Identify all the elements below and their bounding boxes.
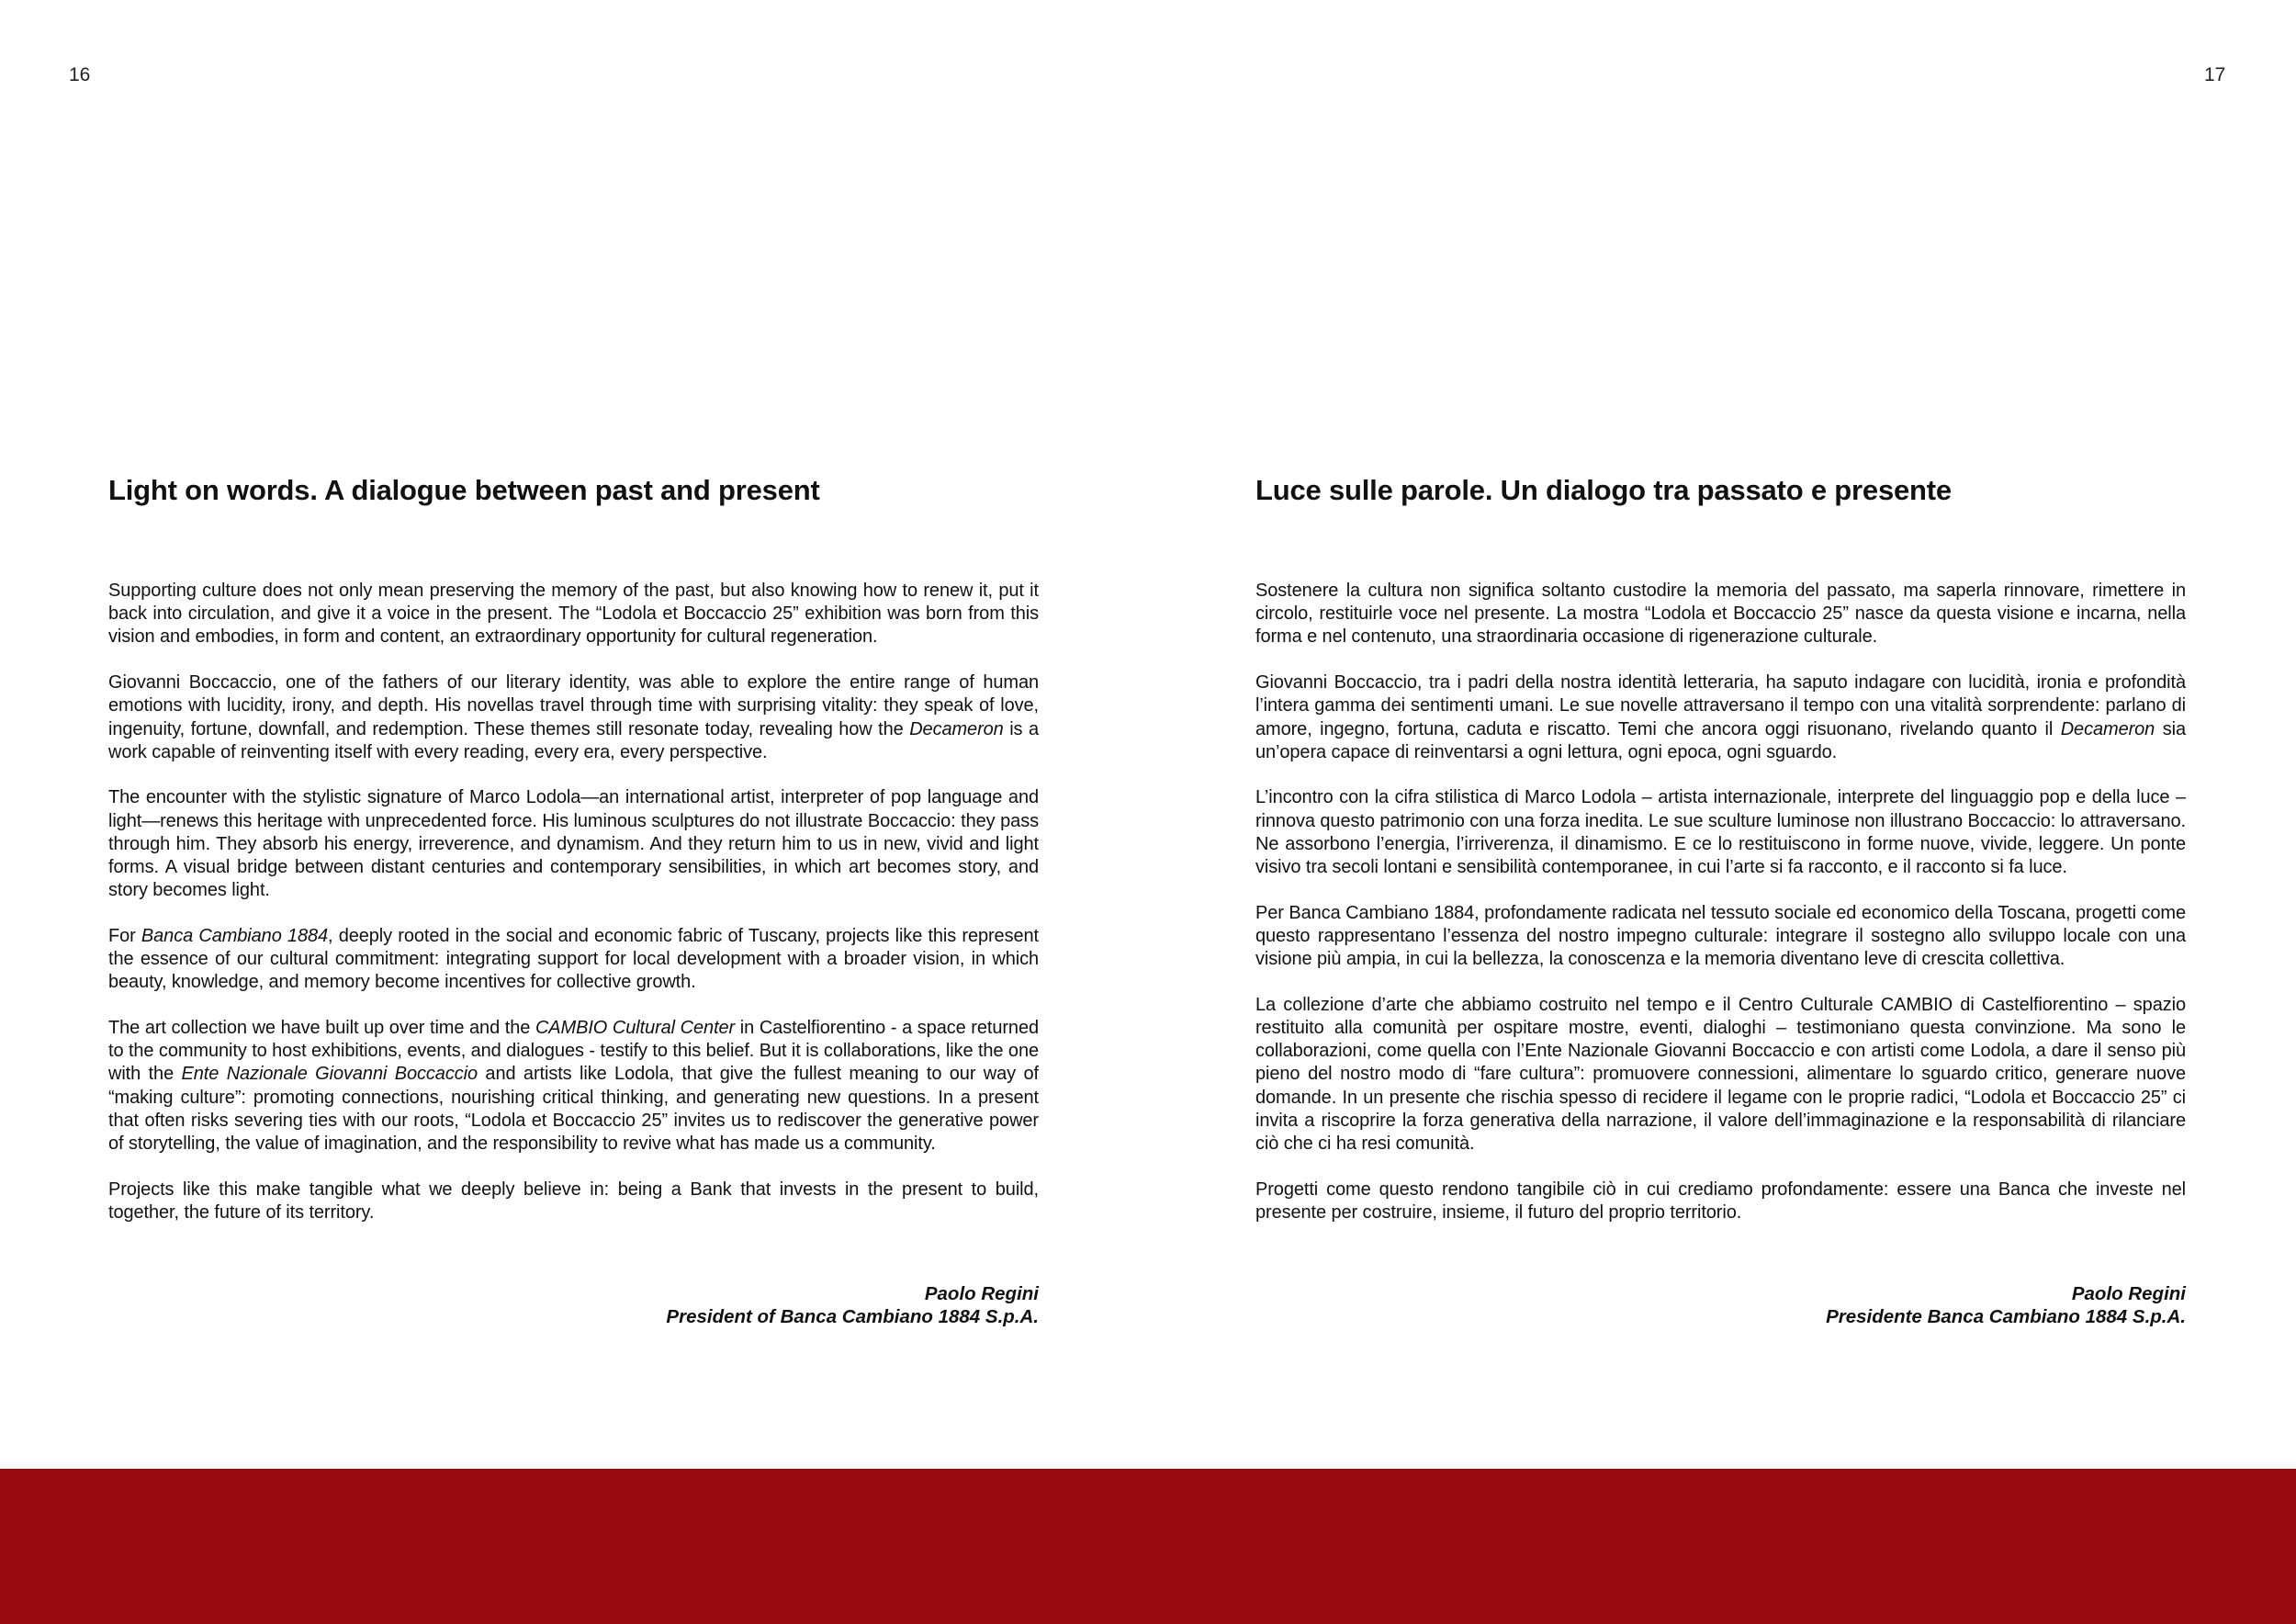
italic-text: Decameron	[909, 718, 1004, 739]
italic-text: CAMBIO Cultural Center	[535, 1018, 736, 1039]
signature-role: President of Banca Cambiano 1884 S.p.A.	[666, 1306, 1039, 1328]
left-signature	[108, 1282, 1039, 1328]
paragraph: Per Banca Cambiano 1884, profondamente radicata nel tessuto sociale ed economico della Toscana, progetti come questo rappresentano l’essenza del nostro impegno culturale: integrare il sostegno allo sviluppo locale con una visione più ampia, in cui la bellezza, la conoscenza e la memoria diventano leve di crescita collettiva.	[1255, 902, 2186, 970]
paragraph: Projects like this make tangible what we deeply believe in: being a Bank that invests in the present to build, together, the future of its territory.	[108, 1179, 1039, 1223]
paragraph: For Banca Cambiano 1884, deeply rooted in the social and economic fabric of Tuscany, projects like this represent the essence of our cultural commitment: integrating support for local development with a broader vision, in which beauty, knowledge, and memory become incentives for collective growth.	[108, 925, 1039, 993]
left-page-body	[108, 580, 1039, 1224]
left-page-title: Light on words. A dialogue between past and present	[108, 474, 820, 506]
italic-text: Ente Nazionale Giovanni Boccaccio	[181, 1064, 478, 1085]
right-page-body	[1255, 580, 2186, 1224]
signature-name: Paolo Regini	[924, 1283, 1039, 1305]
left-page-column	[108, 473, 1039, 1328]
paragraph: L’incontro con la cifra stilistica di Marco Lodola – artista internazionale, interprete del linguaggio pop e della luce – rinnova questo patrimonio con una forza inedita. Le sue sculture luminose non illustrano Boccaccio: lo attraversano. Ne assorbono l’energia, l’irriverenza, il dinamismo. E ce lo restituiscono in forme nuove, vivide, leggere. Un ponte visivo tra secoli lontani e sensibilità contemporanee, in cui l’arte si fa racconto, e il racconto si fa luce.	[1255, 787, 2186, 878]
paragraph: The encounter with the stylistic signature of Marco Lodola—an international artist, interpreter of pop language and light—renews this heritage with unprecedented force. His luminous sculptures do not illustrate Boccaccio: they pass through him. They absorb his energy, irreverence, and dynamism. And they return him to us in new, vivid and light forms. A visual bridge between distant centuries and contemporary sensibilities, in which art becomes story, and story becomes light.	[108, 787, 1039, 901]
right-page-column	[1255, 473, 2186, 1328]
right-page-title: Luce sulle parole. Un dialogo tra passato e presente	[1255, 474, 1952, 506]
italic-text: Decameron	[2060, 718, 2155, 739]
footer-color-band	[0, 1469, 2296, 1624]
page-number-left: 16	[69, 64, 91, 85]
paragraph: Giovanni Boccaccio, tra i padri della nostra identità letteraria, ha saputo indagare con lucidità, ironia e profondità l’intera gamma dei sentimenti umani. Le sue novelle attraversano il tempo con una vitalità sorprendente: parlano di amore, ingegno, fortuna, caduta e riscatto. Temi che ancora oggi risuonano, rivelando quanto il Decameron sia un’opera capace di reinventarsi a ogni lettura, ogni epoca, ogni sguardo.	[1255, 672, 2186, 762]
italic-text: Banca Cambiano 1884	[141, 925, 329, 946]
signature-role: Presidente Banca Cambiano 1884 S.p.A.	[1826, 1306, 2186, 1328]
paragraph: Sostenere la cultura non significa soltanto custodire la memoria del passato, ma saperla rinnovare, rimettere in circolo, restituirle voce nel presente. La mostra “Lodola et Boccaccio 25” nasce da questa visione e incarna, nella forma e nel contenuto, una straordinaria occasione di rigenerazione culturale.	[1255, 581, 2186, 648]
right-signature	[1255, 1282, 2186, 1328]
paragraph: Progetti come questo rendono tangibile ciò in cui crediamo profondamente: essere una Banca che investe nel presente per costruire, insieme, il futuro del proprio territorio.	[1255, 1179, 2186, 1223]
paragraph: La collezione d’arte che abbiamo costruito nel tempo e il Centro Culturale CAMBIO di Castelfiorentino – spazio restituito alla comunità per ospitare mostre, eventi, dialoghi – testimoniano questa convinzione. Ma sono le collaborazioni, come quella con l’Ente Nazionale Giovanni Boccaccio e con artisti come Lodola, a dare il senso più pieno del nostro modo di “fare cultura”: promuovere connessioni, alimentare lo sguardo critico, generare nuove domande. In un presente che rischia spesso di recidere il legame con le proprie radici, “Lodola et Boccaccio 25” ci invita a riscoprire la forza generativa della narrazione, il valore dell’immaginazione e la responsabilità di rilanciare ciò che ci ha resi comunità.	[1255, 994, 2186, 1155]
paragraph: Supporting culture does not only mean preserving the memory of the past, but also knowing how to renew it, put it back into circulation, and give it a voice in the present. The “Lodola et Boccaccio 25” exhibition was born from this vision and embodies, in form and content, an extraordinary opportunity for cultural regeneration.	[108, 581, 1039, 648]
paragraph: Giovanni Boccaccio, one of the fathers of our literary identity, was able to explore the entire range of human emotions with lucidity, irony, and depth. His novellas travel through time with surprising vitality: they speak of love, ingenuity, fortune, downfall, and redemption. These themes still resonate today, revealing how the Decameron is a work capable of reinventing itself with every reading, every era, every perspective.	[108, 672, 1039, 762]
signature-name: Paolo Regini	[2071, 1283, 2186, 1305]
paragraph: The art collection we have built up over time and the CAMBIO Cultural Center in Castelfiorentino - a space returned to the community to host exhibitions, events, and dialogues - testify to this belief. But it is collaborations, like the one with the Ente Nazionale Giovanni Boccaccio and artists like Lodola, that give the fullest meaning to our way of “making culture”: promoting connections, nourishing critical thinking, and generating new questions. In a present that often risks severing ties with our roots, “Lodola et Boccaccio 25” invites us to rediscover the generative power of storytelling, the value of imagination, and the responsibility to revive what has made us a community.	[108, 1018, 1039, 1155]
page-number-right: 17	[2204, 64, 2226, 85]
